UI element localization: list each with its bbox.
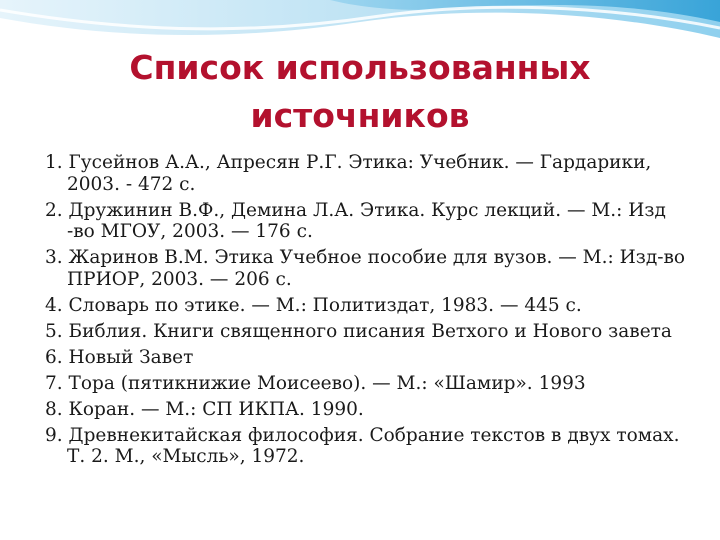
reference-item: 9. Древнекитайская философия. Собрание текстов в двух томах. Т. 2. М., «Мысль», 1972.: [45, 424, 680, 467]
reference-item: 7. Тора (пятикнижие Моисеево). — М.: «Шамир». 1993: [45, 372, 586, 394]
reference-item: 4. Словарь по этике. — М.: Политиздат, 1983. — 445 с.: [45, 294, 582, 316]
slide-title-line-1: Список использованных: [129, 48, 591, 87]
slide-title: [0, 44, 720, 140]
reference-list: [45, 152, 695, 472]
reference-item: 2. Дружинин В.Ф., Демина Л.А. Этика. Курс лекций. — М.: Изд -во МГОУ, 2003. — 176 с.: [45, 199, 666, 242]
reference-item: 8. Коран. — М.: СП ИКПА. 1990.: [45, 398, 364, 420]
reference-item: 5. Библия. Книги священного писания Ветхого и Нового завета: [45, 320, 672, 342]
reference-item: 1. Гусейнов А.А., Апресян Р.Г. Этика: Учебник. — Гардарики, 2003. - 472 с.: [45, 152, 652, 195]
slide-title-line-2: источников: [250, 96, 470, 135]
reference-item: 6. Новый Завет: [45, 346, 194, 368]
reference-item: 3. Жаринов В.М. Этика Учебное пособие для вузов. — М.: Изд-во ПРИОР, 2003. — 206 с.: [45, 247, 686, 290]
